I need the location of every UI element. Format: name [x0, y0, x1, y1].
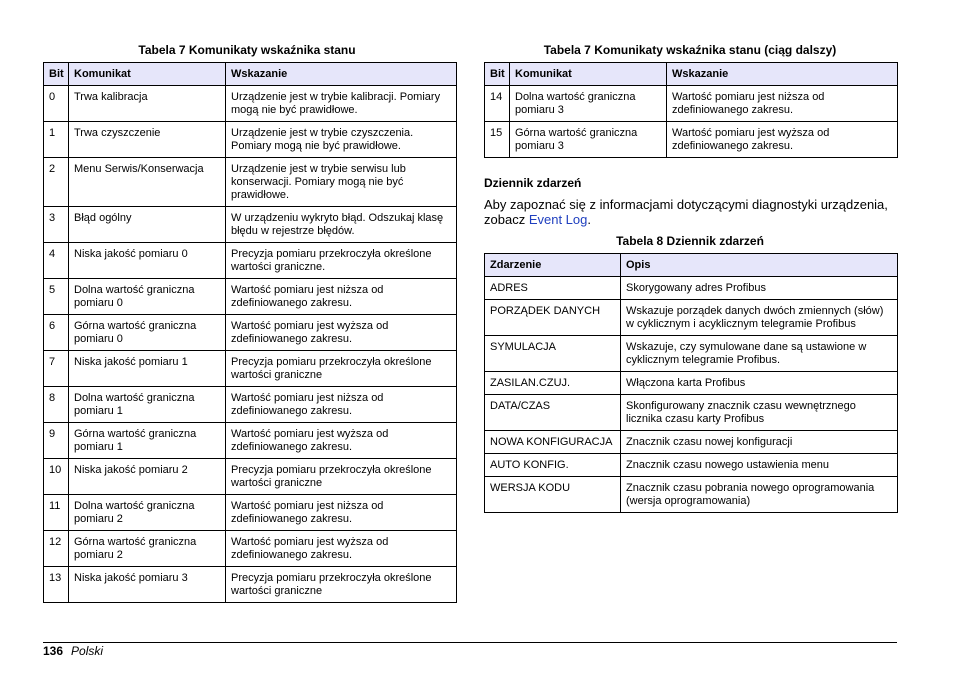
cell-description: Znacznik czasu pobrania nowego oprogramowania (wersja oprogramowania) [621, 477, 898, 513]
cell-description: Znacznik czasu nowego ustawienia menu [621, 454, 898, 477]
cell-event: WERSJA KODU [485, 477, 621, 513]
table-row [44, 387, 457, 423]
cell-bit: 4 [44, 243, 69, 279]
cell-message: Niska jakość pomiaru 1 [69, 351, 226, 387]
status-messages-continued-table [484, 62, 898, 158]
cell-message: Górna wartość graniczna pomiaru 1 [69, 423, 226, 459]
cell-message: Niska jakość pomiaru 3 [69, 567, 226, 603]
cell-event: SYMULACJA [485, 336, 621, 372]
column-header-message: Komunikat [69, 63, 226, 86]
cell-description: Skonfigurowany znacznik czasu wewnętrznego licznika czasu karty Profibus [621, 395, 898, 431]
cell-bit: 10 [44, 459, 69, 495]
table-row [44, 495, 457, 531]
table-header-row [485, 254, 898, 277]
table-row [44, 158, 457, 207]
cell-indication: Wartość pomiaru jest wyższa od zdefiniowanego zakresu. [226, 531, 457, 567]
cell-indication: Urządzenie jest w trybie czyszczenia. Pomiary mogą nie być prawidłowe. [226, 122, 457, 158]
table-row [44, 243, 457, 279]
cell-description: Skorygowany adres Profibus [621, 277, 898, 300]
cell-indication: Precyzja pomiaru przekroczyła określone wartości graniczne [226, 351, 457, 387]
column-header-event: Zdarzenie [485, 254, 621, 277]
cell-bit: 6 [44, 315, 69, 351]
table-row [485, 300, 898, 336]
cell-description: Wskazuje porządek danych dwóch zmiennych (słów) w cyklicznym i acyklicznym telegramie Profibus [621, 300, 898, 336]
table7-caption: Tabela 7 Komunikaty wskaźnika stanu [138, 43, 356, 57]
cell-bit: 11 [44, 495, 69, 531]
table-row [44, 279, 457, 315]
cell-message: Górna wartość graniczna pomiaru 0 [69, 315, 226, 351]
table-row [485, 454, 898, 477]
cell-indication: Precyzja pomiaru przekroczyła określone wartości graniczne. [226, 243, 457, 279]
cell-message: Trwa czyszczenie [69, 122, 226, 158]
cell-indication: Urządzenie jest w trybie kalibracji. Pomiary mogą nie być prawidłowe. [226, 86, 457, 122]
cell-event: DATA/CZAS [485, 395, 621, 431]
cell-bit: 13 [44, 567, 69, 603]
event-log-link[interactable]: Event Log [528, 212, 588, 227]
table-row [44, 531, 457, 567]
table-row [485, 277, 898, 300]
table-row [485, 477, 898, 513]
cell-bit: 15 [485, 122, 510, 158]
table-row [44, 351, 457, 387]
cell-indication: Precyzja pomiaru przekroczyła określone wartości graniczne [226, 567, 457, 603]
paragraph-end: . [587, 212, 591, 227]
cell-description: Wskazuje, czy symulowane dane są ustawione w cyklicznym telegramie Profibus. [621, 336, 898, 372]
column-header-bit: Bit [485, 63, 510, 86]
table-row [44, 567, 457, 603]
cell-bit: 3 [44, 207, 69, 243]
table-row [44, 122, 457, 158]
cell-indication: Wartość pomiaru jest wyższa od zdefiniowanego zakresu. [667, 122, 898, 158]
table-row [44, 459, 457, 495]
cell-bit: 0 [44, 86, 69, 122]
footer-language: Polski [71, 644, 104, 658]
cell-bit: 2 [44, 158, 69, 207]
cell-indication: Wartość pomiaru jest wyższa od zdefiniowanego zakresu. [226, 315, 457, 351]
column-header-bit: Bit [44, 63, 69, 86]
cell-event: AUTO KONFIG. [485, 454, 621, 477]
table-row [485, 372, 898, 395]
cell-bit: 1 [44, 122, 69, 158]
cell-bit: 12 [44, 531, 69, 567]
cell-bit: 8 [44, 387, 69, 423]
cell-indication: Precyzja pomiaru przekroczyła określone wartości graniczne [226, 459, 457, 495]
footer-rule [43, 642, 897, 643]
table-row [485, 86, 898, 122]
cell-indication: Wartość pomiaru jest niższa od zdefiniowanego zakresu. [226, 495, 457, 531]
table-row [44, 207, 457, 243]
table-row [44, 86, 457, 122]
column-header-message: Komunikat [510, 63, 667, 86]
cell-message: Trwa kalibracja [69, 86, 226, 122]
status-messages-table [43, 62, 457, 603]
cell-message: Dolna wartość graniczna pomiaru 2 [69, 495, 226, 531]
cell-indication: Wartość pomiaru jest wyższa od zdefiniowanego zakresu. [226, 423, 457, 459]
event-log-table [484, 253, 898, 513]
cell-message: Dolna wartość graniczna pomiaru 0 [69, 279, 226, 315]
column-header-indication: Wskazanie [667, 63, 898, 86]
cell-message: Błąd ogólny [69, 207, 226, 243]
cell-message: Górna wartość graniczna pomiaru 2 [69, 531, 226, 567]
cell-indication: Wartość pomiaru jest niższa od zdefiniowanego zakresu. [667, 86, 898, 122]
cell-description: Znacznik czasu nowej konfiguracji [621, 431, 898, 454]
page-footer [43, 644, 103, 658]
table-row [44, 315, 457, 351]
cell-bit: 7 [44, 351, 69, 387]
table-row [485, 395, 898, 431]
cell-bit: 5 [44, 279, 69, 315]
table-header-row [485, 63, 898, 86]
cell-event: ADRES [485, 277, 621, 300]
paragraph-text: Aby zapoznać się z informacjami dotyczącymi diagnostyki urządzenia, zobacz [484, 197, 888, 227]
page-number: 136 [43, 644, 64, 658]
cell-event: NOWA KONFIGURACJA [485, 431, 621, 454]
table-row [485, 122, 898, 158]
cell-message: Niska jakość pomiaru 2 [69, 459, 226, 495]
cell-message: Niska jakość pomiaru 0 [69, 243, 226, 279]
table-header-row [44, 63, 457, 86]
table-row [485, 336, 898, 372]
cell-bit: 9 [44, 423, 69, 459]
cell-message: Menu Serwis/Konserwacja [69, 158, 226, 207]
cell-indication: Urządzenie jest w trybie serwisu lub konserwacji. Pomiary mogą nie być prawidłowe. [226, 158, 457, 207]
cell-message: Górna wartość graniczna pomiaru 3 [510, 122, 667, 158]
column-header-description: Opis [621, 254, 898, 277]
section-heading: Dziennik zdarzeń [484, 176, 582, 190]
cell-event: ZASILAN.CZUJ. [485, 372, 621, 395]
cell-indication: W urządzeniu wykryto błąd. Odszukaj klasę błędu w rejestrze błędów. [226, 207, 457, 243]
table8-caption: Tabela 8 Dziennik zdarzeń [616, 234, 764, 248]
cell-indication: Wartość pomiaru jest niższa od zdefiniowanego zakresu. [226, 279, 457, 315]
cell-bit: 14 [485, 86, 510, 122]
cell-message: Dolna wartość graniczna pomiaru 3 [510, 86, 667, 122]
table-row [44, 423, 457, 459]
cell-event: PORZĄDEK DANYCH [485, 300, 621, 336]
cell-indication: Wartość pomiaru jest niższa od zdefiniowanego zakresu. [226, 387, 457, 423]
table7-continued-caption: Tabela 7 Komunikaty wskaźnika stanu (ciąg dalszy) [543, 43, 837, 57]
section-paragraph [484, 197, 897, 227]
column-header-indication: Wskazanie [226, 63, 457, 86]
table-row [485, 431, 898, 454]
cell-description: Włączona karta Profibus [621, 372, 898, 395]
cell-message: Dolna wartość graniczna pomiaru 1 [69, 387, 226, 423]
